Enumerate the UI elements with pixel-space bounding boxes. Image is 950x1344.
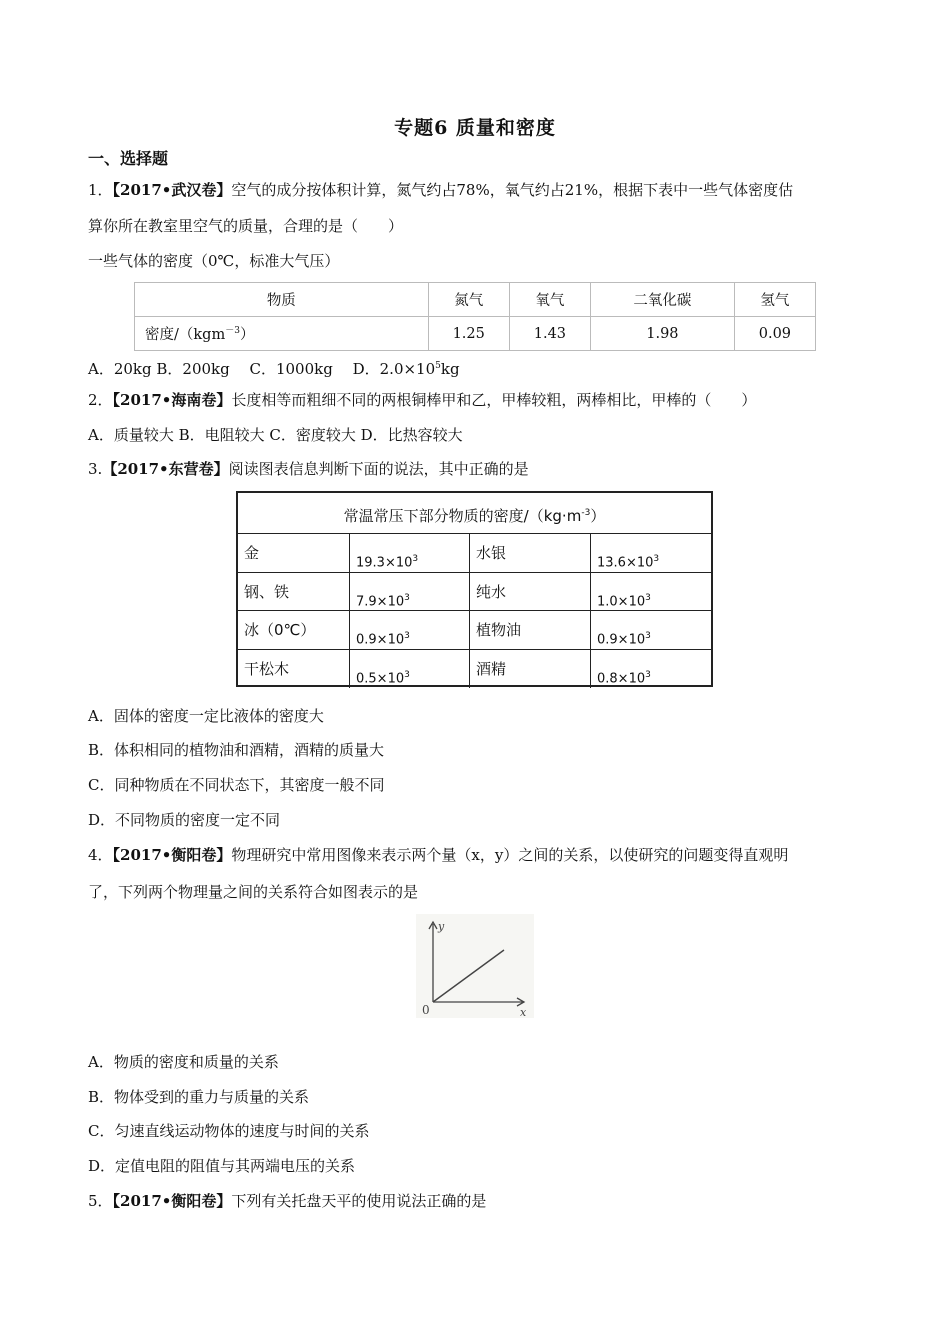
table-cell: 0.09 bbox=[734, 317, 815, 351]
option-d: D．不同物质的密度一定不同 bbox=[88, 811, 281, 829]
question-text-continued: 算你所在教室里空气的质量，合理的是（ ） bbox=[88, 217, 404, 235]
table-cell: $13.6\times 10^3$ bbox=[591, 534, 711, 573]
question-source: 【2017•衡阳卷】 bbox=[112, 1192, 232, 1210]
question-4 bbox=[88, 844, 788, 866]
header-cell: 氧气 bbox=[509, 283, 590, 317]
option-b: B．体积相同的植物油和酒精，酒精的质量大 bbox=[88, 741, 385, 759]
table-cell: $0.9\times 10^3$ bbox=[350, 611, 470, 650]
density-table-image bbox=[236, 491, 713, 687]
table-body bbox=[238, 534, 711, 688]
header-cell: 物质 bbox=[135, 283, 429, 317]
table-cell: $19.3\times 10^3$ bbox=[350, 534, 470, 573]
table-cell: 冰（0℃） bbox=[238, 611, 350, 650]
question-1 bbox=[88, 179, 793, 201]
y-axis-label: y bbox=[438, 920, 445, 933]
x-axis-label: x bbox=[520, 1006, 527, 1018]
question-3 bbox=[88, 458, 529, 480]
option-a: A．固体的密度一定比液体的密度大 bbox=[88, 707, 324, 725]
question-source: 【2017•武汉卷】 bbox=[112, 181, 232, 199]
question-number: 3. bbox=[88, 460, 103, 478]
answer-options: A．20kg B．200kg C．1000kg D．$2.0\times 10^5kg$ bbox=[88, 360, 460, 378]
question-number: 1． bbox=[88, 181, 113, 199]
table-cell: 金 bbox=[238, 534, 350, 573]
section-heading: 一、选择题 bbox=[88, 149, 169, 168]
origin-label: 0 bbox=[422, 1003, 430, 1017]
table-cell: $1.0\times 10^3$ bbox=[591, 573, 711, 612]
row-label: 密度/（kgm$^{-3}$） bbox=[135, 317, 429, 351]
table-title: 常温常压下部分物质的密度$/(kg\cdot m^{-3})$ bbox=[238, 493, 711, 534]
question-text: 物理研究中常用图像来表示两个量（x，y）之间的关系，以使研究的问题变得直观明 bbox=[231, 846, 789, 864]
table-cell: 酒精 bbox=[470, 650, 591, 689]
header-cell: 氮气 bbox=[428, 283, 509, 317]
question-number: 5． bbox=[88, 1192, 113, 1210]
question-source: 【2017•东营卷】 bbox=[102, 460, 229, 478]
question-text: 阅读图表信息判断下面的说法，其中正确的是 bbox=[228, 460, 529, 478]
question-text: 下列有关托盘天平的使用说法正确的是 bbox=[231, 1192, 487, 1210]
question-number: 2． bbox=[88, 391, 113, 409]
page-title: 专题6 质量和密度 bbox=[394, 117, 556, 139]
table-cell: 植物油 bbox=[470, 611, 591, 650]
table-cell: 纯水 bbox=[470, 573, 591, 612]
table-cell: $0.5\times 10^3$ bbox=[350, 650, 470, 689]
table-cell: 干松木 bbox=[238, 650, 350, 689]
question-text-continued: 了，下列两个物理量之间的关系符合如图表示的是 bbox=[88, 883, 419, 901]
gas-density-table bbox=[134, 282, 816, 351]
table-cell: $0.9\times 10^3$ bbox=[591, 611, 711, 650]
table-row bbox=[135, 317, 816, 351]
question-2 bbox=[88, 389, 756, 411]
linear-graph bbox=[416, 914, 534, 1018]
question-5 bbox=[88, 1190, 486, 1212]
header-cell: 二氧化碳 bbox=[590, 283, 734, 317]
header-cell: 氢气 bbox=[734, 283, 815, 317]
option-c: C．匀速直线运动物体的速度与时间的关系 bbox=[88, 1122, 370, 1140]
question-source: 【2017•海南卷】 bbox=[112, 391, 232, 409]
question-text: 长度相等而粗细不同的两根铜棒甲和乙，甲棒较粗，两棒相比，甲棒的（ ） bbox=[231, 391, 757, 409]
option-a: A．物质的密度和质量的关系 bbox=[88, 1053, 279, 1071]
question-text: 空气的成分按体积计算，氮气约占78%，氧气约占21%，根据下表中一些气体密度估 bbox=[231, 181, 794, 199]
table-cell: 1.43 bbox=[509, 317, 590, 351]
option-c: C．同种物质在不同状态下，其密度一般不同 bbox=[88, 776, 385, 794]
table-cell: 钢、铁 bbox=[238, 573, 350, 612]
question-number: 4． bbox=[88, 846, 113, 864]
table-cell: 1.25 bbox=[428, 317, 509, 351]
answer-options: A．质量较大 B．电阻较大 C．密度较大 D．比热容较大 bbox=[88, 426, 463, 444]
option-d: D．定值电阻的阻值与其两端电压的关系 bbox=[88, 1157, 356, 1175]
option-b: B．物体受到的重力与质量的关系 bbox=[88, 1088, 310, 1106]
table-cell: 1.98 bbox=[590, 317, 734, 351]
table-header-row bbox=[135, 283, 816, 317]
table-cell: $7.9\times 10^3$ bbox=[350, 573, 470, 612]
table-cell: $0.8\times 10^3$ bbox=[597, 669, 651, 686]
table-caption: 一些气体的密度（0℃，标准大气压） bbox=[88, 252, 340, 270]
table-cell: 水银 bbox=[470, 534, 591, 573]
question-source: 【2017•衡阳卷】 bbox=[112, 846, 232, 864]
